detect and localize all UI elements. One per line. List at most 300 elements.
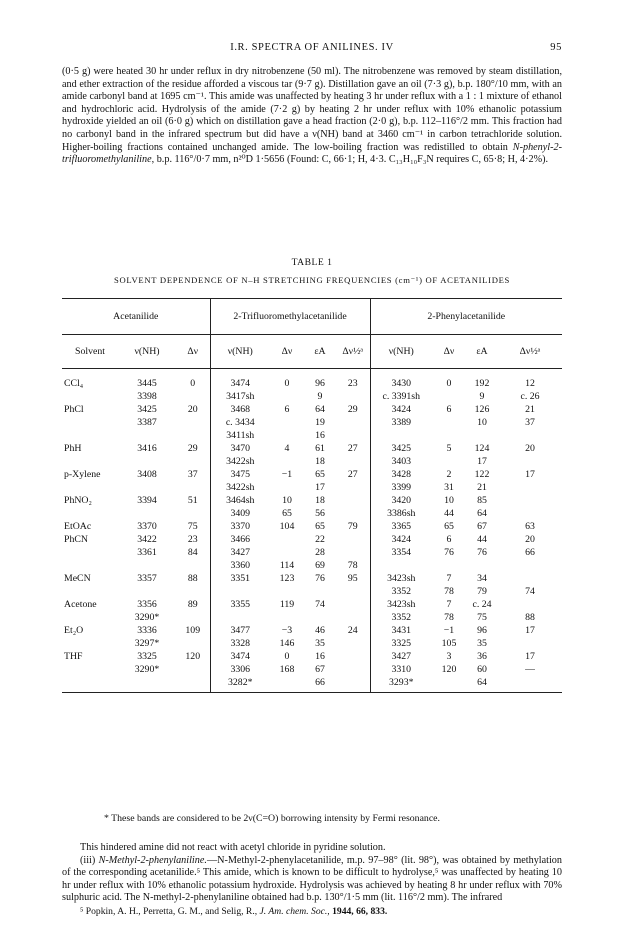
value-cell: 23 (187, 534, 198, 545)
value-cell: 66 (525, 547, 535, 558)
value-cell: 3425 (370, 442, 432, 455)
value-cell: 96 (315, 378, 325, 389)
value-cell: 88 (187, 573, 198, 584)
value-cell (498, 429, 562, 442)
value-cell (118, 507, 176, 520)
value-cell: 3431 (370, 624, 432, 637)
column-header: εA (304, 335, 336, 369)
value-cell (336, 598, 370, 611)
value-cell: 17 (315, 482, 325, 493)
solvent-cell: PhCN (64, 534, 88, 545)
value-cell: — (525, 664, 535, 675)
value-cell: 20 (525, 534, 535, 545)
value-cell: 64 (315, 404, 325, 415)
table-row (62, 455, 562, 468)
value-cell (432, 429, 466, 442)
value-cell: 3310 (370, 663, 432, 676)
value-cell (176, 637, 210, 650)
solvent-cell (62, 507, 118, 520)
value-cell: 3387 (137, 417, 157, 428)
value-cell (336, 637, 370, 650)
column-header: ν(NH) (118, 335, 176, 369)
value-cell: 74 (525, 586, 535, 597)
value-cell (118, 455, 176, 468)
value-cell: 3417sh (210, 390, 270, 403)
value-cell: 84 (187, 547, 198, 558)
value-cell (370, 559, 432, 572)
footnote-year-vol: 1944, 66, 833. (332, 906, 388, 917)
value-cell: 0 (190, 378, 196, 389)
solvent-cell: THF (64, 651, 83, 662)
value-cell: 146 (279, 638, 295, 649)
value-cell: 3445 (137, 378, 157, 389)
value-cell (466, 559, 498, 572)
solvent-cell: EtOAc (64, 521, 92, 532)
value-cell: 3423sh (370, 572, 432, 585)
value-cell: 79 (347, 521, 358, 532)
value-cell: 21 (477, 482, 487, 493)
value-cell: 3470 (210, 442, 270, 455)
value-cell: 64 (466, 676, 498, 693)
solvent-cell (62, 455, 118, 468)
value-cell (176, 481, 210, 494)
value-cell: 3425 (137, 404, 157, 415)
value-cell: 37 (525, 417, 535, 428)
value-cell: 3427 (210, 546, 270, 559)
table-row (62, 624, 562, 637)
value-cell (336, 481, 370, 494)
solvent-cell (62, 429, 118, 442)
group-trifluoromethylacetanilide: 2-Trifluoromethylacetanilide (210, 299, 370, 335)
column-header: Δν (432, 335, 466, 369)
value-cell: 20 (525, 443, 535, 454)
value-cell (270, 481, 304, 494)
value-cell (336, 676, 370, 693)
value-cell: 44 (444, 508, 454, 519)
solvent-cell (62, 481, 118, 494)
value-cell: 3356 (137, 599, 157, 610)
value-cell: 3355 (210, 598, 270, 611)
value-cell: 36 (477, 651, 487, 662)
value-cell: 3328 (210, 637, 270, 650)
solvent-cell: p-Xylene (64, 469, 101, 480)
value-cell (176, 559, 210, 572)
value-cell: 3306 (210, 663, 270, 676)
value-cell (118, 481, 176, 494)
value-cell: 3420 (370, 494, 432, 507)
value-cell: 3424 (370, 533, 432, 546)
value-cell: 66 (304, 676, 336, 693)
value-cell: 3293* (370, 676, 432, 693)
group-acetanilide: Acetanilide (62, 299, 210, 335)
compound-name: N-phenyl-2-trifluoromethylaniline (62, 141, 563, 166)
value-cell: 3357 (137, 573, 157, 584)
value-cell: 3424 (370, 403, 432, 416)
reference-footnote (80, 906, 387, 917)
value-cell: 10 (444, 495, 454, 506)
value-cell: 37 (187, 469, 198, 480)
value-cell: 17 (525, 625, 535, 636)
value-cell: 3477 (210, 624, 270, 637)
solvent-cell (62, 390, 118, 403)
value-cell: 168 (279, 664, 295, 675)
value-cell: 122 (474, 469, 490, 480)
value-cell: 64 (477, 508, 487, 519)
value-cell: 3423sh (370, 598, 432, 611)
value-cell: 3399 (370, 481, 432, 494)
value-cell: 35 (315, 638, 325, 649)
group-phenylacetanilide: 2-Phenylacetanilide (370, 299, 562, 335)
value-cell: 3428 (370, 468, 432, 481)
value-cell (270, 455, 304, 468)
value-cell: 16 (315, 430, 325, 441)
value-cell: 18 (315, 495, 325, 506)
table-row (62, 585, 562, 598)
table-row (62, 533, 562, 546)
table-row (62, 494, 562, 507)
value-cell: 3474 (210, 369, 270, 391)
value-cell (176, 676, 210, 693)
value-cell: 6 (446, 404, 452, 415)
value-cell (270, 676, 304, 693)
value-cell: 3430 (370, 369, 432, 391)
solvent-cell: MeCN (64, 573, 91, 584)
value-cell: 20 (187, 404, 198, 415)
value-cell: 9 (479, 391, 485, 402)
value-cell: 67 (477, 521, 487, 532)
value-cell (336, 390, 370, 403)
value-cell: 35 (477, 638, 487, 649)
value-cell: 12 (525, 378, 535, 389)
value-cell: 65 (315, 521, 325, 532)
value-cell: 88 (525, 612, 535, 623)
solvent-cell (62, 663, 118, 676)
value-cell: 29 (347, 404, 358, 415)
value-cell: 69 (315, 560, 325, 571)
table-row (62, 416, 562, 429)
table-row (62, 429, 562, 442)
solvent-cell: PhCl (64, 404, 84, 415)
value-cell: 3282* (210, 676, 270, 693)
hindered-amine-sentence: This hindered amine did not react with acetyl chloride in pyridine solution. (80, 842, 386, 853)
table-row (62, 369, 562, 391)
value-cell (432, 390, 466, 403)
value-cell: 3389 (370, 416, 432, 429)
value-cell: 3361 (137, 547, 157, 558)
solvent-cell (62, 611, 118, 624)
value-cell: 3386sh (370, 507, 432, 520)
page-number: 95 (550, 42, 562, 53)
value-cell: 34 (477, 573, 487, 584)
value-cell (432, 455, 466, 468)
table-row (62, 598, 562, 611)
value-cell (432, 416, 466, 429)
value-cell (336, 533, 370, 546)
value-cell (370, 429, 432, 442)
table-row (62, 520, 562, 533)
table-row (62, 403, 562, 416)
value-cell: 44 (477, 534, 487, 545)
value-cell: 3422sh (210, 455, 270, 468)
value-cell (336, 416, 370, 429)
value-cell: 4 (284, 443, 290, 454)
value-cell: 3474 (210, 650, 270, 663)
value-cell: 3370 (210, 520, 270, 533)
value-cell: 65 (444, 521, 454, 532)
column-header: εA (466, 335, 498, 369)
value-cell: 19 (315, 417, 325, 428)
value-cell: 3290* (134, 612, 160, 623)
value-cell (498, 598, 562, 611)
column-header: ν(NH) (210, 335, 270, 369)
value-cell: 3290* (134, 664, 160, 675)
column-header-row (62, 335, 562, 369)
column-header: Solvent (62, 335, 118, 369)
value-cell: 3403 (370, 455, 432, 468)
table-row (62, 663, 562, 676)
value-cell: 27 (347, 469, 358, 480)
value-cell (270, 416, 304, 429)
value-cell: 3468 (210, 403, 270, 416)
value-cell: 95 (347, 573, 358, 584)
table-row (62, 546, 562, 559)
value-cell (304, 585, 336, 598)
value-cell: 3370 (137, 521, 157, 532)
table-caption: SOLVENT DEPENDENCE OF N–H STRETCHING FREQUENCIES (cm⁻¹) OF ACETANILIDES (113, 275, 511, 285)
value-cell (336, 429, 370, 442)
intro-paragraph (62, 66, 562, 167)
value-cell: 29 (187, 443, 198, 454)
value-cell: 9 (317, 391, 323, 402)
value-cell: c. 3434 (210, 416, 270, 429)
value-cell (304, 611, 336, 624)
section-text: —N-Methyl-2-phenylacetanilide, m.p. 97–98° (lit. 98°), was obtained by methylation of the corresponding acetanilide.⁵ This amide, which is known to be difficult to hydrolyse,⁵ was unaffected by heating 10 hr under reflux with 10% ethanolic potassium hydroxide. Hydrolysis was achieved by heating 8 hr under reflux with 70% sulphuric acid. The N-methyl-2-phenylaniline obtained had b.p. 130°/1·5 mm (lit. 116°/2 mm). The infrared (62, 854, 562, 904)
table-row (62, 637, 562, 650)
value-cell: 7 (446, 573, 452, 584)
solvent-cell: Et₂O (64, 625, 84, 636)
footnote-marker: ⁵ (80, 906, 84, 917)
value-cell (270, 429, 304, 442)
column-header: Δν (270, 335, 304, 369)
value-cell (432, 676, 466, 693)
value-cell: 89 (187, 599, 198, 610)
value-cell: c. 3391sh (370, 390, 432, 403)
value-cell (270, 546, 304, 559)
value-cell: 17 (525, 651, 535, 662)
value-cell (498, 637, 562, 650)
value-cell: 0 (284, 651, 290, 662)
solvent-cell: PhNO₂ (64, 495, 92, 506)
value-cell: 85 (477, 495, 487, 506)
solvent-cell: CCl₄ (64, 378, 84, 389)
value-cell: 46 (315, 625, 325, 636)
value-cell (176, 429, 210, 442)
table-row (62, 468, 562, 481)
value-cell (210, 611, 270, 624)
value-cell (498, 507, 562, 520)
value-cell: c. 24 (472, 599, 492, 610)
value-cell (270, 533, 304, 546)
value-cell: 28 (315, 547, 325, 558)
value-cell: 192 (474, 378, 490, 389)
column-header: ν(NH) (370, 335, 432, 369)
column-header: Δν½ᵃ (498, 335, 562, 369)
section-label: (iii) (80, 854, 96, 866)
value-cell: 96 (477, 625, 487, 636)
value-cell: 65 (315, 469, 325, 480)
table-row (62, 572, 562, 585)
value-cell: 75 (187, 521, 198, 532)
value-cell: 78 (444, 586, 454, 597)
value-cell (336, 650, 370, 663)
footnote-authors: Popkin, A. H., Perretta, G. M., and Selig, R., (85, 906, 258, 917)
value-cell (466, 429, 498, 442)
running-title: I.R. SPECTRA OF ANILINES. IV (230, 42, 394, 53)
solvent-cell (62, 416, 118, 429)
value-cell (176, 611, 210, 624)
value-cell: 75 (477, 612, 487, 623)
running-header (62, 42, 562, 56)
value-cell (336, 507, 370, 520)
value-cell: −3 (281, 625, 293, 636)
table-row (62, 559, 562, 572)
table-row (62, 611, 562, 624)
solvent-cell (62, 637, 118, 650)
value-cell (432, 559, 466, 572)
solvent-cell (62, 676, 118, 693)
value-cell: 17 (477, 456, 487, 467)
value-cell: 3352 (370, 585, 432, 598)
value-cell: 3394 (137, 495, 157, 506)
value-cell: 3427 (370, 650, 432, 663)
column-header: Δν½ᵃ (336, 335, 370, 369)
solvent-cell (62, 585, 118, 598)
value-cell (336, 546, 370, 559)
value-cell: 10 (282, 495, 292, 506)
value-cell: 27 (347, 443, 358, 454)
value-cell: 126 (474, 404, 490, 415)
value-cell (498, 481, 562, 494)
value-cell: 3475 (210, 468, 270, 481)
value-cell: 21 (525, 404, 535, 415)
value-cell: 3354 (370, 546, 432, 559)
value-cell: 3325 (137, 651, 157, 662)
value-cell: 31 (444, 482, 454, 493)
value-cell: c. 26 (520, 391, 540, 402)
value-cell: 114 (279, 560, 295, 571)
value-cell: 120 (441, 664, 457, 675)
value-cell: 7 (446, 599, 452, 610)
value-cell (176, 663, 210, 676)
table-row (62, 676, 562, 693)
value-cell (176, 455, 210, 468)
value-cell: 3352 (370, 611, 432, 624)
value-cell: 10 (477, 417, 487, 428)
value-cell (270, 585, 304, 598)
value-cell: 0 (284, 378, 290, 389)
value-cell (118, 429, 176, 442)
value-cell: 3466 (210, 533, 270, 546)
table-body (62, 369, 562, 693)
value-cell: 61 (315, 443, 325, 454)
value-cell: 3411sh (210, 429, 270, 442)
value-cell (498, 572, 562, 585)
value-cell: 104 (279, 521, 295, 532)
value-cell: 63 (525, 521, 535, 532)
value-cell: 6 (446, 534, 452, 545)
value-cell: 60 (477, 664, 487, 675)
solvent-cell (62, 559, 118, 572)
solvent-cell: PhH (64, 443, 82, 454)
group-header-row (62, 299, 562, 335)
value-cell: 105 (441, 638, 457, 649)
table-label: TABLE 1 (291, 257, 333, 268)
value-cell (176, 585, 210, 598)
value-cell: 76 (315, 573, 325, 584)
value-cell (210, 585, 270, 598)
value-cell: 22 (315, 534, 325, 545)
value-cell: 3 (446, 651, 452, 662)
value-cell: 23 (347, 378, 358, 389)
value-cell (336, 663, 370, 676)
value-cell: 3325 (370, 637, 432, 650)
data-table (62, 298, 562, 693)
value-cell: 56 (315, 508, 325, 519)
value-cell: 18 (315, 456, 325, 467)
value-cell: 3351 (210, 572, 270, 585)
value-cell (176, 416, 210, 429)
value-cell (118, 559, 176, 572)
value-cell: 123 (279, 573, 295, 584)
value-cell: 24 (347, 625, 358, 636)
footnote-journal: J. Am. chem. Soc., (259, 906, 330, 917)
value-cell: 17 (525, 469, 535, 480)
value-cell: 3464sh (210, 494, 270, 507)
value-cell: 3360 (210, 559, 270, 572)
value-cell: 3409 (210, 507, 270, 520)
table-row (62, 442, 562, 455)
value-cell: 79 (477, 586, 487, 597)
table-row (62, 650, 562, 663)
value-cell: 3297* (134, 638, 160, 649)
intro-text-end: , b.p. 116°/0·7 mm, n²⁰D 1·5656 (Found: C, 66·1; H, 4·3. C₁₃H₁₀F₃N requires C, 65·8; H, 4·2%). (151, 154, 549, 166)
value-cell: 74 (315, 599, 325, 610)
value-cell (498, 676, 562, 693)
section-paragraph (62, 855, 562, 905)
value-cell: 78 (347, 560, 358, 571)
table-row (62, 507, 562, 520)
value-cell: 67 (315, 664, 325, 675)
table-row (62, 390, 562, 403)
value-cell: 119 (279, 599, 295, 610)
after-table-text (62, 842, 562, 905)
value-cell: 0 (446, 378, 452, 389)
value-cell: 6 (284, 404, 290, 415)
value-cell (498, 455, 562, 468)
intro-text: (0·5 g) were heated 30 hr under reflux in dry nitrobenzene (50 ml). The nitrobenzene was removed by steam distillation, and ether extraction of the residue afforded a viscous tar (9·7 g). Distillation gave an oil (7·3 g), b.p. 180°/10 mm, with an amide carbonyl band at 1695 cm⁻¹. This amide was unaffected by heating 3 hr under reflux with a 1 : 1 mixture of ethanol and hydrochloric acid. Hydrolysis of the amide (7·2 g) by heating 2 hr under reflux with 10% ethanolic potassium hydroxide yielded an oil (6·0 g) which on distillation gave a head fraction (2·0 g), b.p. 112–116°/2 mm. This fraction had no carbonyl band in the infrared spectrum but did have a ν(NH) band at 3460 cm⁻¹ in carbon tetrachloride solution. Higher-boiling fractions contained unchanged amide. The low-boiling fraction was redistilled to obtain (62, 66, 562, 153)
value-cell (498, 559, 562, 572)
value-cell: 65 (282, 508, 292, 519)
value-cell: 78 (444, 612, 454, 623)
value-cell: 3416 (137, 443, 157, 454)
column-header: Δν (176, 335, 210, 369)
section-name: N-Methyl-2-phenylaniline. (98, 854, 207, 866)
value-cell: 76 (477, 547, 487, 558)
value-cell: 109 (185, 625, 201, 636)
value-cell: 5 (446, 443, 452, 454)
value-cell: 3336 (137, 625, 157, 636)
value-cell: 3422 (137, 534, 157, 545)
